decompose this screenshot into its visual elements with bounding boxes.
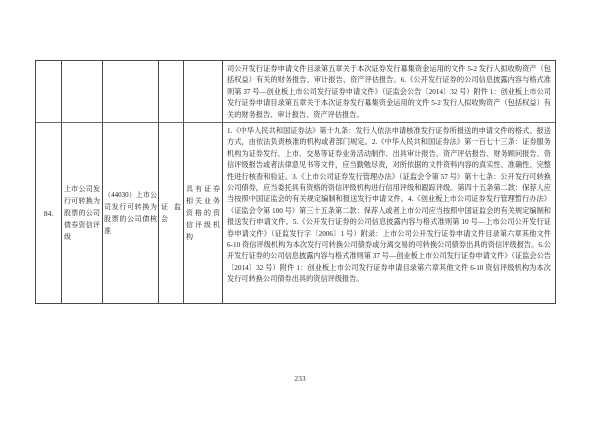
regulatory-items-table xyxy=(35,60,556,304)
item-name-cell xyxy=(62,123,103,303)
basis-cell xyxy=(223,123,555,303)
admin-item-cell-empty xyxy=(103,61,159,122)
basis-cell xyxy=(223,61,555,122)
qualification-cell xyxy=(184,123,223,303)
admin-item-cell xyxy=(103,123,159,303)
basis-text-row-84: 1.《中华人民共和国证券法》第十九条：发行人依法申请核准发行证券所报送的申请文件的格式、报送方式，由依法负责核准的机构或者部门规定。2.《中华人民共和国证券法》第一百七十三条：证券服务机构为证券发行、上市、交易等证券业务活动制作、出具审计报告、资产评估报告、财务顾问报告、资信评级报告或者法律意见书等文件，应当勤勉尽责，对所依据的文件资料内容的真实性、准确性、完整性进行核查和验证。3.《上市公司证券发行管理办法》（证监会令第 57 号）第十七条：公开发行可转换公司债券，应当委托具有资格的资信评级机构进行信用评级和跟踪评级。第四十五条第二款：保荐人应当按照中国证监会的有关规定编制和报送发行申请文件。4.《创业板上市公司证券发行管理暂行办法》（证监会令第 100 号）第三十五条第二款：保荐人或者上市公司应当按照中国证监会的有关规定编制和报送发行申请文件。5.《公开发行证券的公司信息披露内容与格式准则第 10 号—上市公司公开发行证券申请文件》（证监发行字〔2006〕1 号）附录：上市公司公开发行证券申请文件目录第六章其他文件 6-10 资信评级机构为本次发行可转换公司债券或分离交易的可转换公司债券出具的资信评级报告。6.公开发行证券的公司信息披露内容与格式准则第 37 号—创业板上市公司发行证券申请文件》（证监会公告〔2014〕32 号）附件 1：创业板上市公司发行证券申请目录第六章其他文件 6-10 资信评级机构为本次发行可转换公司债券出具的资信评级报告。 xyxy=(227,127,551,284)
seq-cell xyxy=(36,123,62,303)
page-number: 233 xyxy=(294,374,306,383)
department-cell-empty xyxy=(159,61,184,122)
qualification-cell-empty xyxy=(184,61,223,122)
item-name-text: 上市公司发行可转换为股票的公司债券资信评级 xyxy=(64,185,100,241)
department-cell xyxy=(159,123,184,303)
row-number: 84. xyxy=(43,208,54,218)
table-row-84 xyxy=(36,123,555,303)
table-row-continuation xyxy=(36,61,555,123)
admin-item-text: （44030）上市公司发行可转换为股票的公司债核准 xyxy=(104,191,157,235)
item-name-cell-empty xyxy=(62,61,103,122)
qualification-text: 具有证券相关业务资格的资信评级机构 xyxy=(186,185,220,241)
basis-text-continuation: 司公开发行证券申请文件目录第五章关于本次证券发行募集资金运用的文件 5-2 发行人拟收购资产（包括权益）有关的财务报告、审计报告、资产评估报告。6.《公开发行证券的公司信息披露内容与格式准则第 37 号—创业板上市公司发行证券申请文件》（证监会公告〔2014〕32 号）附件 1：创业板上市公司发行证券申请目录第五章关于本次证券发行募集资金运用的文件 5-2 发行人拟收购资产（包括权益）有关的财务报告、审计报告、资产评估报告。 xyxy=(227,65,551,119)
department-text: 证监会 xyxy=(161,203,181,223)
seq-cell-empty xyxy=(36,61,62,122)
